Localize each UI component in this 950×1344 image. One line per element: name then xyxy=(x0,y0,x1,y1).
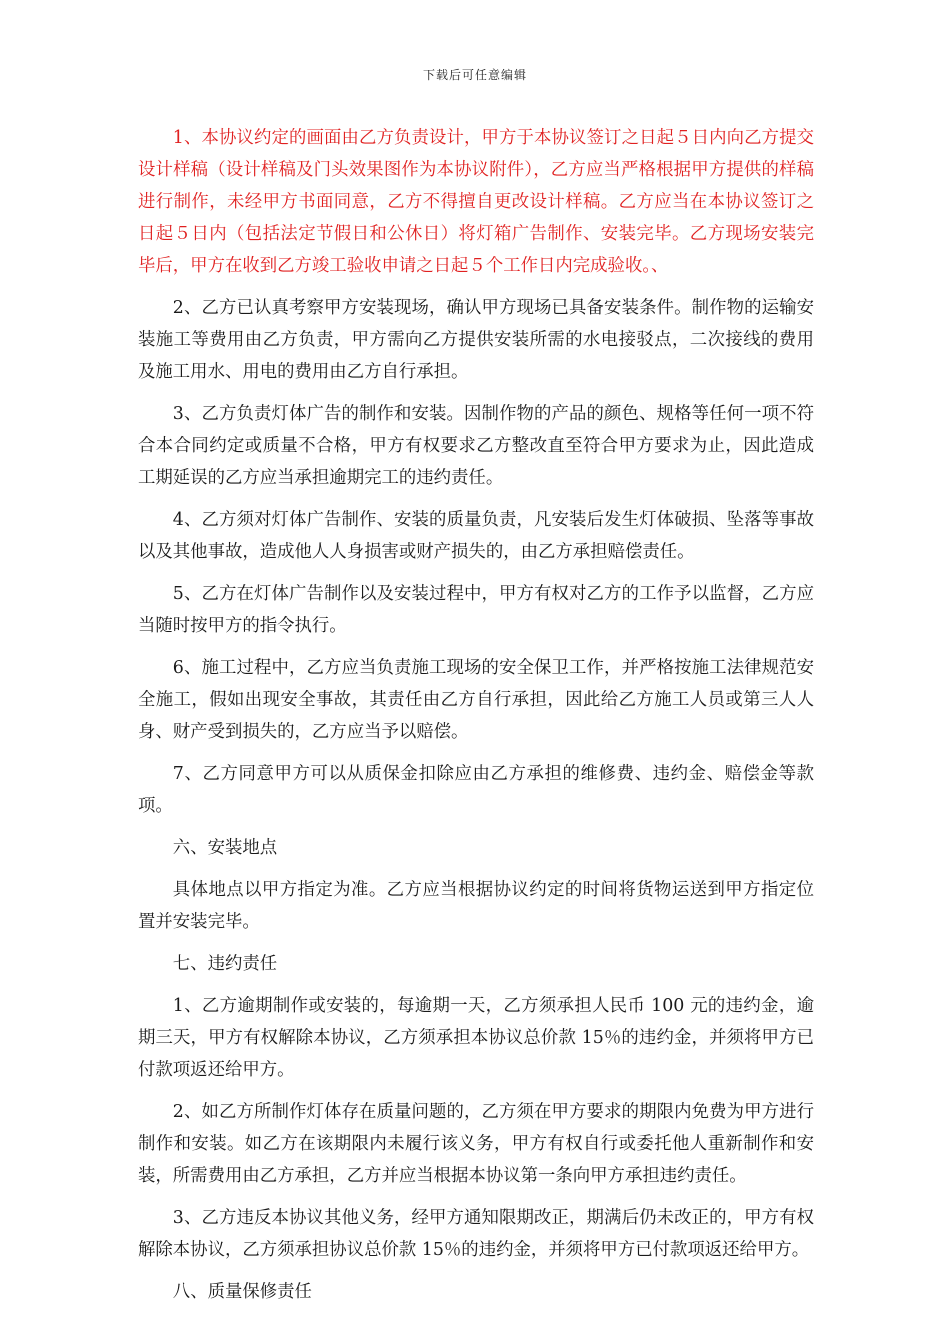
clause-7: 7、乙方同意甲方可以从质保金扣除应由乙方承担的维修费、违约金、赔偿金等款项。 xyxy=(138,764,814,816)
installation-location-text: 具体地点以甲方指定为准。乙方应当根据协议约定的时间将货物运送到甲方指定位置并安装完毕。 xyxy=(138,880,814,932)
liability-clause-2: 2、如乙方所制作灯体存在质量问题的，乙方须在甲方要求的期限内免费为甲方进行制作和安装。如乙方在该期限内未履行该义务，甲方有权自行或委托他人重新制作和安装，所需费用由乙方承担，乙方并应当根据本协议第一条向甲方承担违约责任。 xyxy=(138,1102,814,1186)
clause-5: 5、乙方在灯体广告制作以及安装过程中，甲方有权对乙方的工作予以监督，乙方应当随时按甲方的指令执行。 xyxy=(138,584,814,636)
section-heading-warranty: 八、质量保修责任 xyxy=(172,1282,312,1302)
section-heading-installation-location: 六、安装地点 xyxy=(172,838,278,858)
section-heading-liability: 七、违约责任 xyxy=(172,954,278,974)
liability-clause-3: 3、乙方违反本协议其他义务，经甲方通知限期改正，期满后仍未改正的，甲方有权解除本协议，乙方须承担协议总价款 15％的违约金，并须将甲方已付款项返还给甲方。 xyxy=(138,1208,814,1260)
clause-2: 2、乙方已认真考察甲方安装现场，确认甲方现场已具备安装条件。制作物的运输安装施工等费用由乙方负责，甲方需向乙方提供安装所需的水电接驳点，二次接线的费用及施工用水、用电的费用由乙方自行承担。 xyxy=(138,298,814,382)
clause-4: 4、乙方须对灯体广告制作、安装的质量负责，凡安装后发生灯体破损、坠落等事故以及其他事故，造成他人人身损害或财产损失的，由乙方承担赔偿责任。 xyxy=(138,510,814,562)
page-header: 下载后可任意编辑 xyxy=(422,68,527,82)
clause-6: 6、施工过程中，乙方应当负责施工现场的安全保卫工作，并严格按施工法律规范安全施工，假如出现安全事故，其责任由乙方自行承担，因此给乙方施工人员或第三人人身、财产受到损失的，乙方应当予以赔偿。 xyxy=(138,658,814,742)
liability-clause-1: 1、乙方逾期制作或安装的，每逾期一天，乙方须承担人民币 100 元的违约金，逾期三天，甲方有权解除本协议，乙方须承担本协议总价款 15％的违约金，并须将甲方已付款项返还给甲方。 xyxy=(138,996,814,1080)
document-body xyxy=(138,122,814,1318)
clause-3: 3、乙方负责灯体广告的制作和安装。因制作物的产品的颜色、规格等任何一项不符合本合同约定或质量不合格，甲方有权要求乙方整改直至符合甲方要求为止，因此造成工期延误的乙方应当承担逾期完工的违约责任。 xyxy=(138,404,814,488)
clause-1-highlighted: 1、本协议约定的画面由乙方负责设计，甲方于本协议签订之日起５日内向乙方提交设计样稿（设计样稿及门头效果图作为本协议附件），乙方应当严格根据甲方提供的样稿进行制作，未经甲方书面同意，乙方不得擅自更改设计样稿。乙方应当在本协议签订之日起５日内（包括法定节假日和公休日）将灯箱广告制作、安装完毕。乙方现场安装完毕后，甲方在收到乙方竣工验收申请之日起５个工作日内完成验收。、 xyxy=(138,128,814,276)
